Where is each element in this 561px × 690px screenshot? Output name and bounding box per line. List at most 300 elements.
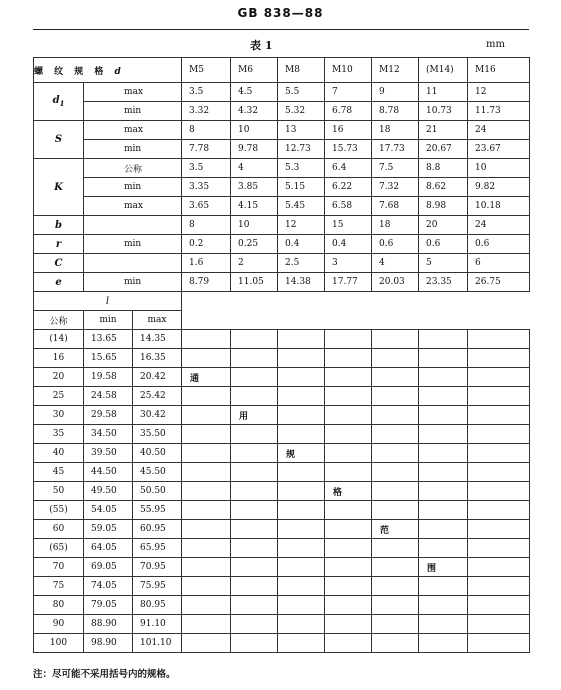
value-cell: 5.15 <box>278 178 325 197</box>
value-cell: 7.78 <box>182 140 231 159</box>
value-cell: 4.15 <box>231 197 278 216</box>
length-cell: 30.42 <box>133 406 182 425</box>
range-cell <box>231 349 278 368</box>
value-cell: 2.5 <box>278 254 325 273</box>
value-cell: 0.4 <box>278 235 325 254</box>
value-cell: 18 <box>372 121 419 140</box>
range-cell <box>372 539 419 558</box>
length-cell: 30 <box>34 406 84 425</box>
size-col-header: M5 <box>182 58 231 83</box>
range-cell <box>419 539 468 558</box>
length-cell: 70 <box>34 558 84 577</box>
size-col-header: M12 <box>372 58 419 83</box>
unit-label: mm <box>486 39 505 50</box>
value-cell: 0.25 <box>231 235 278 254</box>
range-cell <box>372 596 419 615</box>
value-cell: 0.6 <box>419 235 468 254</box>
row-symbol <box>34 216 84 235</box>
length-row <box>34 425 530 444</box>
value-cell: 3.85 <box>231 178 278 197</box>
range-cell <box>182 615 231 634</box>
range-cell <box>372 577 419 596</box>
value-cell: 6.78 <box>325 102 372 121</box>
value-cell: 8.79 <box>182 273 231 292</box>
dimension-row <box>34 197 530 216</box>
range-cell <box>231 501 278 520</box>
range-char: 范 <box>372 520 419 539</box>
length-rows <box>34 292 530 653</box>
length-row <box>34 596 530 615</box>
range-cell <box>468 615 530 634</box>
length-col-header: 公称 <box>34 311 84 330</box>
value-cell: 11 <box>419 83 468 102</box>
length-cell: 60 <box>34 520 84 539</box>
value-cell: 18 <box>372 216 419 235</box>
range-cell <box>372 406 419 425</box>
dimension-row <box>34 254 530 273</box>
range-cell <box>325 539 372 558</box>
value-cell: 8.78 <box>372 102 419 121</box>
length-symbol-row <box>34 292 530 311</box>
range-cell <box>278 520 325 539</box>
value-cell: 0.2 <box>182 235 231 254</box>
range-cell <box>419 596 468 615</box>
length-cell: 25 <box>34 387 84 406</box>
value-cell: 4.32 <box>231 102 278 121</box>
value-cell: 23.35 <box>419 273 468 292</box>
length-cell: (55) <box>34 501 84 520</box>
row-label <box>84 216 182 235</box>
length-cell: 45 <box>34 463 84 482</box>
row-label: max <box>84 121 182 140</box>
range-cell <box>419 444 468 463</box>
range-cell <box>419 615 468 634</box>
value-cell: 4 <box>231 159 278 178</box>
value-cell: 4.5 <box>231 83 278 102</box>
range-cell <box>325 406 372 425</box>
value-cell: 8 <box>182 216 231 235</box>
length-cell: 70.95 <box>133 558 182 577</box>
value-cell: 9 <box>372 83 419 102</box>
length-cell: 25.42 <box>133 387 182 406</box>
value-cell: 6.4 <box>325 159 372 178</box>
length-cell: 45.50 <box>133 463 182 482</box>
length-row <box>34 539 530 558</box>
range-cell <box>468 501 530 520</box>
range-cell <box>278 615 325 634</box>
range-cell <box>468 463 530 482</box>
value-cell: 8.62 <box>419 178 468 197</box>
length-cell: (14) <box>34 330 84 349</box>
range-cell <box>182 406 231 425</box>
length-cell: 14.35 <box>133 330 182 349</box>
range-cell <box>325 634 372 653</box>
length-cell: 91.10 <box>133 615 182 634</box>
length-cell: 88.90 <box>84 615 133 634</box>
value-cell: 3.5 <box>182 83 231 102</box>
range-cell <box>419 387 468 406</box>
table-title: 表 1 <box>250 39 273 52</box>
range-cell <box>182 387 231 406</box>
value-cell: 5.3 <box>278 159 325 178</box>
length-cell: 13.65 <box>84 330 133 349</box>
range-cell <box>419 520 468 539</box>
row-label: min <box>84 102 182 121</box>
length-cell: 20.42 <box>133 368 182 387</box>
length-cell: 75.95 <box>133 577 182 596</box>
value-cell: 17.73 <box>372 140 419 159</box>
value-cell: 1.6 <box>182 254 231 273</box>
value-cell: 10.73 <box>419 102 468 121</box>
dimension-rows <box>34 58 530 292</box>
range-cell <box>468 330 530 349</box>
row-label: max <box>84 83 182 102</box>
length-row <box>34 463 530 482</box>
value-cell: 12 <box>468 83 530 102</box>
range-cell <box>325 615 372 634</box>
range-cell <box>278 330 325 349</box>
range-cell <box>372 501 419 520</box>
value-cell: 3.32 <box>182 102 231 121</box>
range-cell <box>231 596 278 615</box>
range-cell <box>372 463 419 482</box>
footnote: 注：尽可能不采用括号内的规格。 <box>33 669 176 680</box>
range-cell <box>278 463 325 482</box>
range-cell <box>182 425 231 444</box>
symbol-text: d <box>52 95 60 106</box>
range-cell <box>231 444 278 463</box>
length-cell: 24.58 <box>84 387 133 406</box>
range-cell <box>372 444 419 463</box>
range-cell <box>468 425 530 444</box>
range-cell <box>419 634 468 653</box>
length-row <box>34 349 530 368</box>
dimension-row <box>34 121 530 140</box>
length-cell: 75 <box>34 577 84 596</box>
range-cell <box>278 501 325 520</box>
length-row <box>34 577 530 596</box>
value-cell: 3.35 <box>182 178 231 197</box>
range-cell <box>182 463 231 482</box>
range-cell <box>182 349 231 368</box>
length-cell: 16 <box>34 349 84 368</box>
value-cell: 17.77 <box>325 273 372 292</box>
size-col-header: M16 <box>468 58 530 83</box>
value-cell: 7.5 <box>372 159 419 178</box>
dimension-row <box>34 159 530 178</box>
range-char: 围 <box>419 558 468 577</box>
dimension-row <box>34 273 530 292</box>
range-cell <box>372 330 419 349</box>
range-cell <box>231 539 278 558</box>
dimension-row <box>34 83 530 102</box>
length-row <box>34 558 530 577</box>
length-row <box>34 387 530 406</box>
range-cell <box>231 425 278 444</box>
range-cell <box>231 558 278 577</box>
range-cell <box>419 463 468 482</box>
range-cell <box>278 387 325 406</box>
range-cell <box>231 368 278 387</box>
range-cell <box>468 368 530 387</box>
value-cell: 5.5 <box>278 83 325 102</box>
range-cell <box>325 368 372 387</box>
value-cell: 9.82 <box>468 178 530 197</box>
value-cell: 0.4 <box>325 235 372 254</box>
size-col-header: M6 <box>231 58 278 83</box>
range-cell <box>372 558 419 577</box>
range-cell <box>231 330 278 349</box>
size-label-text: 螺 纹 规 格 <box>34 66 108 77</box>
range-cell <box>182 558 231 577</box>
range-cell <box>468 444 530 463</box>
length-row <box>34 482 530 501</box>
range-cell <box>372 425 419 444</box>
length-col-header: max <box>133 311 182 330</box>
length-row <box>34 368 530 387</box>
length-cell: (65) <box>34 539 84 558</box>
value-cell: 10 <box>231 216 278 235</box>
range-cell <box>325 330 372 349</box>
range-cell <box>278 349 325 368</box>
range-cell <box>278 368 325 387</box>
range-cell <box>231 577 278 596</box>
dimension-row <box>34 216 530 235</box>
dimension-table <box>33 57 530 653</box>
range-cell <box>182 330 231 349</box>
range-cell <box>182 596 231 615</box>
range-cell <box>419 501 468 520</box>
value-cell: 12 <box>278 216 325 235</box>
empty-area <box>182 292 530 330</box>
size-col-header: (M14) <box>419 58 468 83</box>
range-cell <box>419 330 468 349</box>
value-cell: 13 <box>278 121 325 140</box>
length-cell: 50.50 <box>133 482 182 501</box>
value-cell: 10.18 <box>468 197 530 216</box>
value-cell: 12.73 <box>278 140 325 159</box>
range-cell <box>372 634 419 653</box>
value-cell: 11.05 <box>231 273 278 292</box>
length-cell: 40 <box>34 444 84 463</box>
range-cell <box>325 425 372 444</box>
range-cell <box>468 577 530 596</box>
row-label: min <box>84 235 182 254</box>
size-header-row <box>34 58 530 83</box>
range-cell <box>182 634 231 653</box>
length-cell: 65.95 <box>133 539 182 558</box>
symbol-text: e <box>55 276 62 288</box>
value-cell: 3.5 <box>182 159 231 178</box>
range-cell <box>182 539 231 558</box>
range-cell <box>182 444 231 463</box>
range-cell <box>419 349 468 368</box>
length-cell: 100 <box>34 634 84 653</box>
range-cell <box>182 482 231 501</box>
row-symbol <box>34 159 84 216</box>
range-cell <box>372 482 419 501</box>
value-cell: 14.38 <box>278 273 325 292</box>
value-cell: 0.6 <box>468 235 530 254</box>
length-cell: 29.58 <box>84 406 133 425</box>
value-cell: 6 <box>468 254 530 273</box>
row-label: 公称 <box>84 159 182 178</box>
length-cell: 15.65 <box>84 349 133 368</box>
range-cell <box>468 482 530 501</box>
range-cell <box>278 634 325 653</box>
range-char: 通 <box>182 368 231 387</box>
size-col-header: M8 <box>278 58 325 83</box>
length-cell: 80 <box>34 596 84 615</box>
row-symbol <box>34 254 84 273</box>
range-cell <box>419 368 468 387</box>
range-cell <box>468 558 530 577</box>
length-cell: 20 <box>34 368 84 387</box>
range-cell <box>278 596 325 615</box>
value-cell: 21 <box>419 121 468 140</box>
length-cell: 69.05 <box>84 558 133 577</box>
length-cell: 55.95 <box>133 501 182 520</box>
range-cell <box>278 577 325 596</box>
range-cell <box>231 634 278 653</box>
length-cell: 16.35 <box>133 349 182 368</box>
value-cell: 7.32 <box>372 178 419 197</box>
length-cell: 80.95 <box>133 596 182 615</box>
symbol-text: C <box>54 257 63 269</box>
range-cell <box>372 368 419 387</box>
length-row <box>34 406 530 425</box>
size-symbol: d <box>114 66 121 77</box>
value-cell: 0.6 <box>372 235 419 254</box>
row-symbol <box>34 235 84 254</box>
row-label: min <box>84 140 182 159</box>
length-cell: 59.05 <box>84 520 133 539</box>
range-cell <box>468 387 530 406</box>
length-cell: 35 <box>34 425 84 444</box>
range-cell <box>419 406 468 425</box>
length-cell: 40.50 <box>133 444 182 463</box>
row-label: min <box>84 178 182 197</box>
range-cell <box>468 406 530 425</box>
value-cell: 20 <box>419 216 468 235</box>
dimension-row <box>34 178 530 197</box>
range-cell <box>231 520 278 539</box>
row-label: min <box>84 273 182 292</box>
range-cell <box>182 501 231 520</box>
range-cell <box>182 520 231 539</box>
value-cell: 2 <box>231 254 278 273</box>
value-cell: 6.22 <box>325 178 372 197</box>
length-cell: 60.95 <box>133 520 182 539</box>
range-cell <box>325 349 372 368</box>
value-cell: 20.03 <box>372 273 419 292</box>
range-cell <box>278 425 325 444</box>
length-cell: 64.05 <box>84 539 133 558</box>
value-cell: 3.65 <box>182 197 231 216</box>
length-row <box>34 520 530 539</box>
range-cell <box>372 349 419 368</box>
length-cell: 79.05 <box>84 596 133 615</box>
value-cell: 10 <box>468 159 530 178</box>
row-symbol <box>34 273 84 292</box>
length-cell: 50 <box>34 482 84 501</box>
range-cell <box>468 596 530 615</box>
range-cell <box>468 539 530 558</box>
value-cell: 8 <box>182 121 231 140</box>
value-cell: 24 <box>468 121 530 140</box>
row-symbol <box>34 121 84 159</box>
range-cell <box>419 425 468 444</box>
range-char: 格 <box>325 482 372 501</box>
range-cell <box>372 387 419 406</box>
length-cell: 98.90 <box>84 634 133 653</box>
length-row <box>34 330 530 349</box>
range-cell <box>419 577 468 596</box>
value-cell: 15.73 <box>325 140 372 159</box>
dimension-row <box>34 140 530 159</box>
range-cell <box>468 634 530 653</box>
symbol-text: K <box>54 181 63 193</box>
value-cell: 3 <box>325 254 372 273</box>
range-cell <box>468 520 530 539</box>
value-cell: 10 <box>231 121 278 140</box>
dimension-row <box>34 102 530 121</box>
length-row <box>34 501 530 520</box>
symbol-subscript: 1 <box>59 99 65 108</box>
standard-number: GB 838—88 <box>237 6 324 20</box>
value-cell: 15 <box>325 216 372 235</box>
value-cell: 9.78 <box>231 140 278 159</box>
range-cell <box>372 615 419 634</box>
range-cell <box>278 482 325 501</box>
range-cell <box>325 520 372 539</box>
value-cell: 24 <box>468 216 530 235</box>
range-cell <box>325 558 372 577</box>
range-cell <box>231 615 278 634</box>
range-cell <box>419 482 468 501</box>
range-cell <box>182 577 231 596</box>
range-cell <box>278 539 325 558</box>
size-col-header: M10 <box>325 58 372 83</box>
length-col-header: min <box>84 311 133 330</box>
length-cell: 54.05 <box>84 501 133 520</box>
value-cell: 16 <box>325 121 372 140</box>
value-cell: 7.68 <box>372 197 419 216</box>
range-cell <box>231 387 278 406</box>
value-cell: 11.73 <box>468 102 530 121</box>
size-header-label <box>34 58 182 83</box>
value-cell: 5.32 <box>278 102 325 121</box>
length-row <box>34 615 530 634</box>
length-cell: 74.05 <box>84 577 133 596</box>
value-cell: 6.58 <box>325 197 372 216</box>
dimension-row <box>34 235 530 254</box>
range-cell <box>325 444 372 463</box>
value-cell: 4 <box>372 254 419 273</box>
value-cell: 8.8 <box>419 159 468 178</box>
range-char: 用 <box>231 406 278 425</box>
length-row <box>34 634 530 653</box>
value-cell: 7 <box>325 83 372 102</box>
length-cell: 35.50 <box>133 425 182 444</box>
length-cell: 101.10 <box>133 634 182 653</box>
range-cell <box>325 501 372 520</box>
value-cell: 20.67 <box>419 140 468 159</box>
symbol-text: b <box>55 219 62 231</box>
value-cell: 26.75 <box>468 273 530 292</box>
value-cell: 5.45 <box>278 197 325 216</box>
range-cell <box>325 387 372 406</box>
